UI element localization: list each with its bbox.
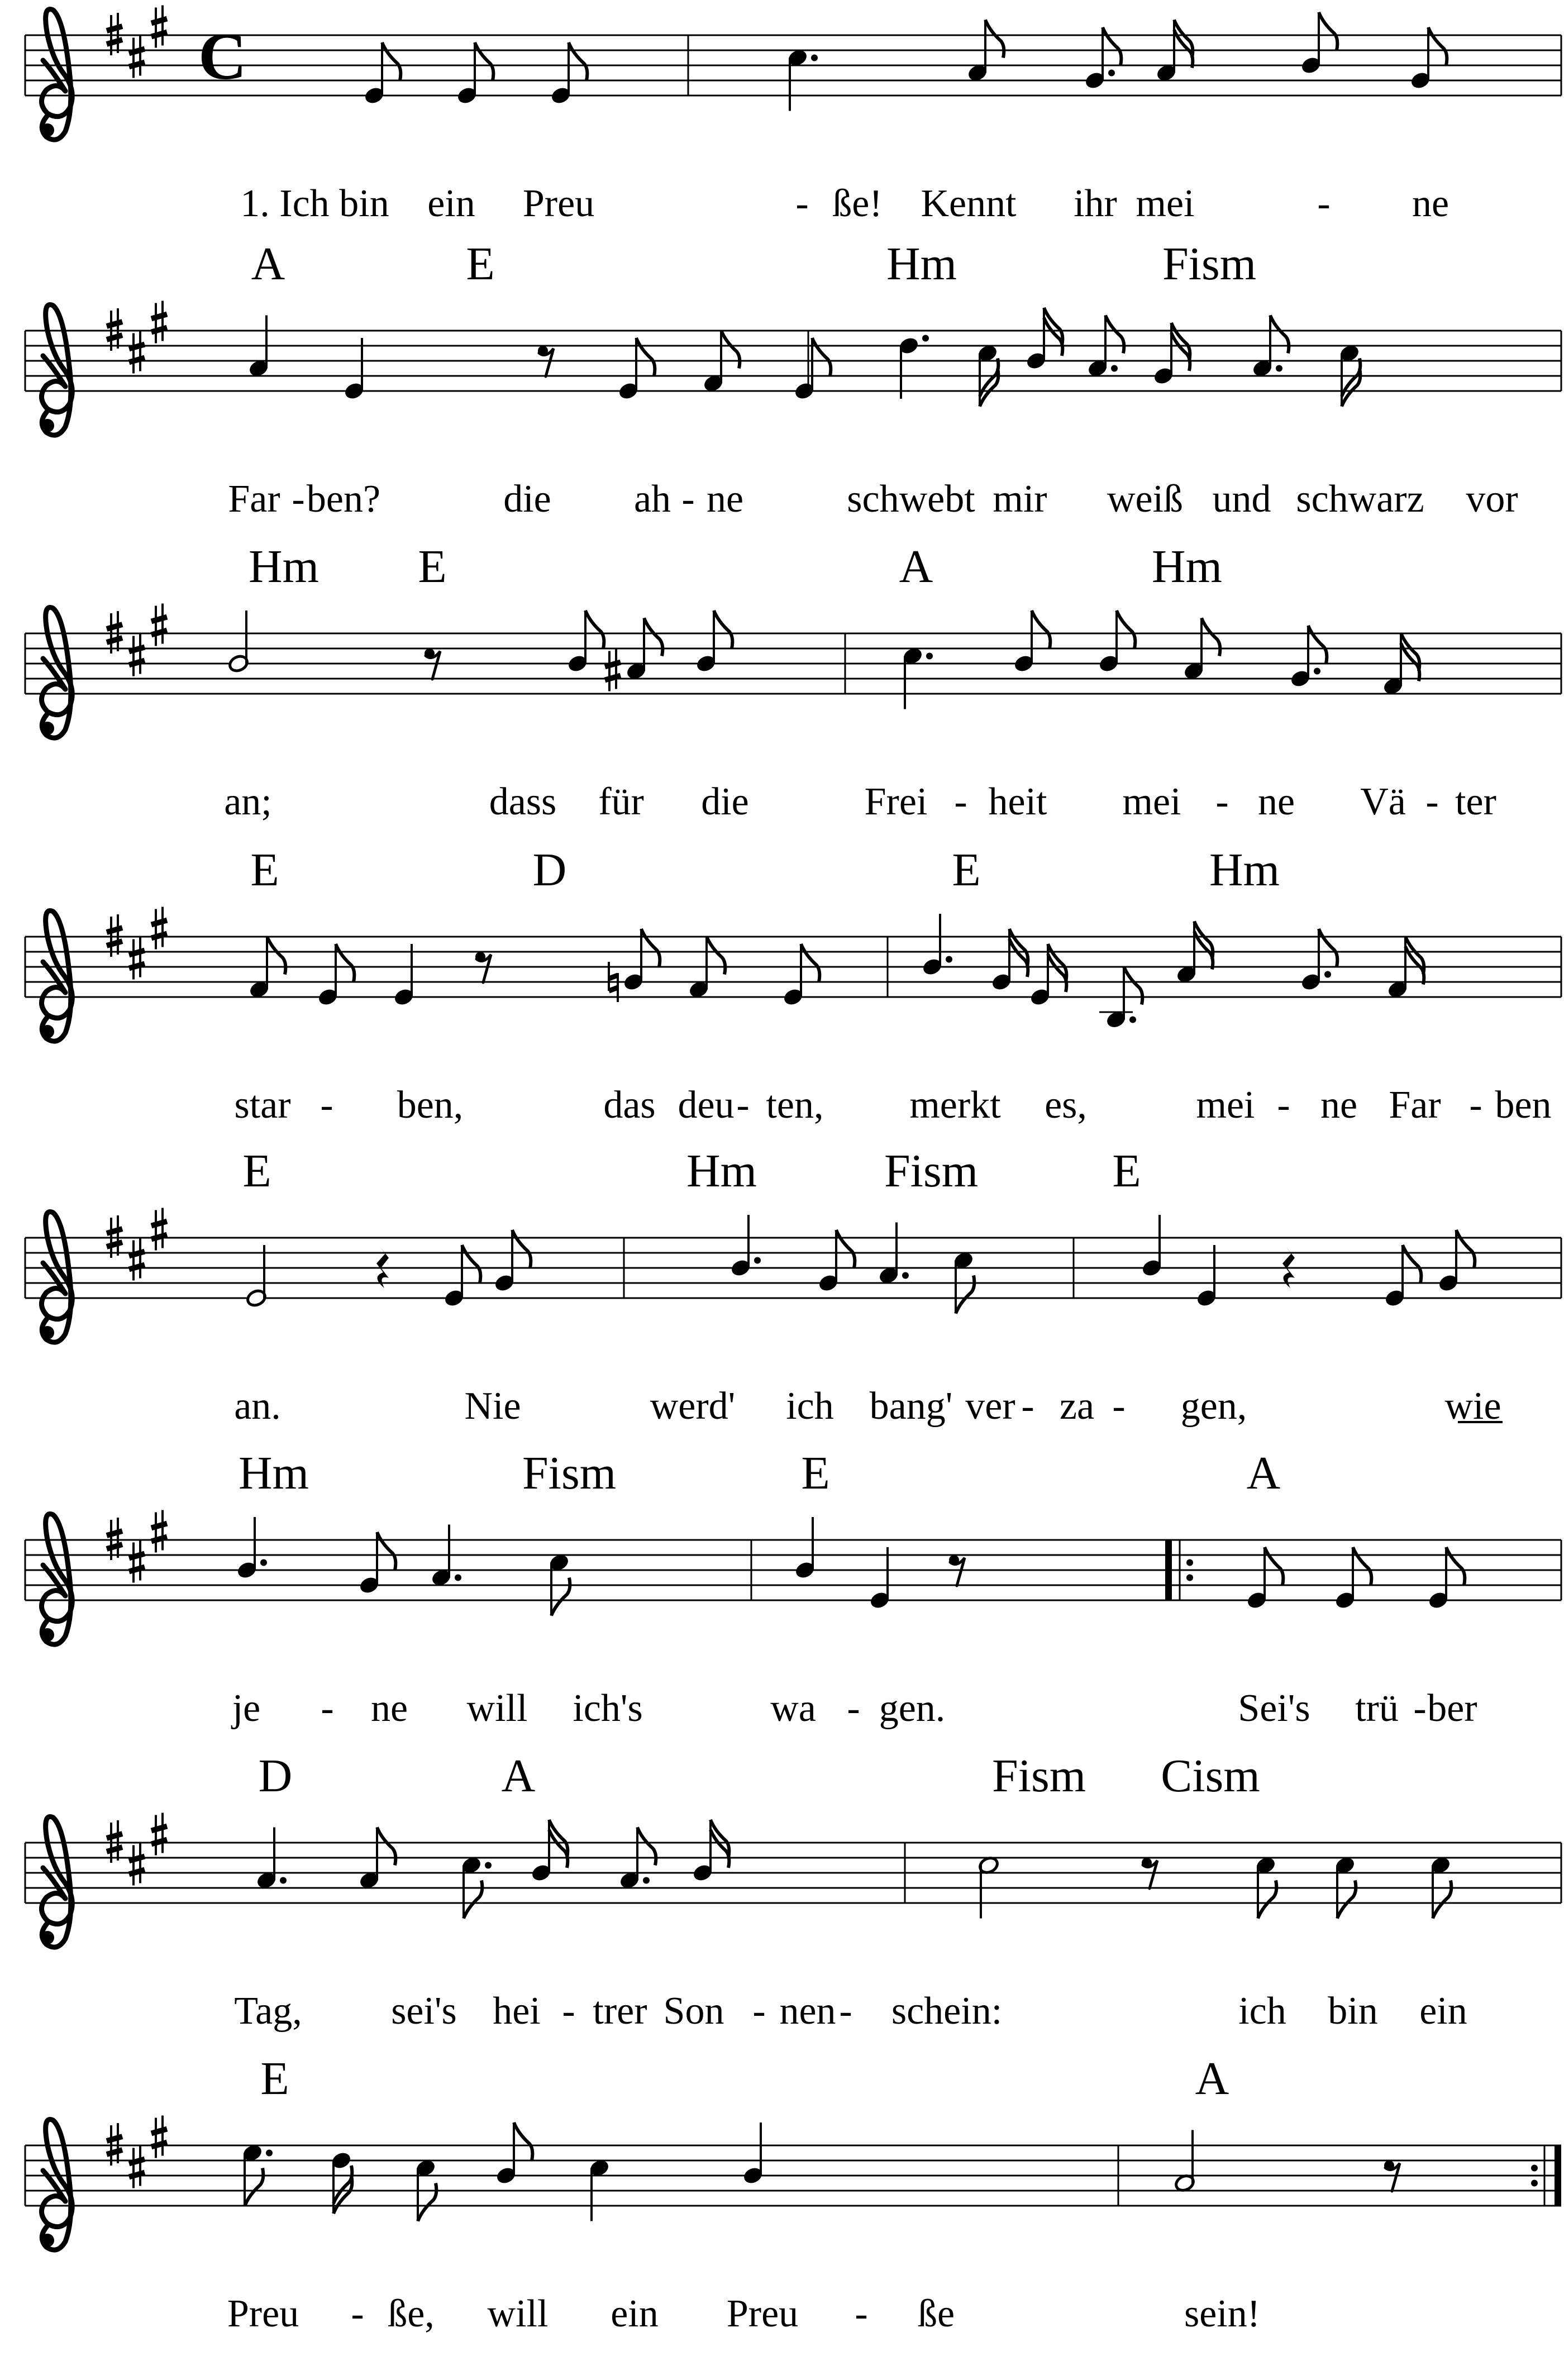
- lyric-syllable: ein: [427, 182, 475, 225]
- note-flag: [1319, 929, 1337, 967]
- key-sharp-icon: [151, 604, 167, 646]
- lyric-syllable: nen: [779, 1990, 836, 2033]
- lyric-hyphen: -: [795, 182, 809, 225]
- note-flag: [1308, 626, 1327, 664]
- lyric-syllable: mei: [1122, 780, 1181, 823]
- chord-symbol: Fism: [1162, 238, 1257, 290]
- lyric-hyphen: -: [292, 478, 305, 521]
- staff-system: [25, 238, 1561, 521]
- lyric-syllable: ne: [1412, 182, 1449, 225]
- treble-clef-icon: [41, 9, 72, 140]
- lyric-hyphen: -: [1277, 1084, 1290, 1127]
- chord-symbol: A: [899, 541, 933, 593]
- augmentation-dot: [811, 55, 818, 61]
- lyric-syllable: Preu: [522, 182, 595, 225]
- note-flag: [418, 2183, 436, 2221]
- lyric-syllable: werd': [650, 1385, 736, 1428]
- lyric-syllable: an;: [224, 780, 272, 823]
- lyric-syllable: trü: [1355, 1687, 1399, 1730]
- key-sharp-icon: [107, 1820, 122, 1863]
- lyric-syllable: will: [466, 1687, 528, 1730]
- chord-symbol: E: [418, 541, 447, 593]
- lyric-syllable: ein: [1419, 1990, 1467, 2033]
- lyric-hyphen: -: [562, 1990, 575, 2033]
- treble-clef-icon: [41, 2119, 72, 2250]
- repeat-end-thick-bar: [1555, 2145, 1561, 2206]
- augmentation-dot: [946, 956, 952, 963]
- lyric-syllable: bin: [339, 182, 389, 225]
- staff-system: [25, 1750, 1561, 2033]
- staff-system: [25, 844, 1561, 1127]
- lyric-hyphen: -: [847, 1687, 860, 1730]
- augmentation-dot: [1111, 365, 1118, 372]
- chord-symbol: Hm: [1209, 844, 1280, 896]
- lyric-syllable: Preu: [726, 2292, 799, 2335]
- note-flag: [1456, 1230, 1475, 1268]
- note-flag: [1117, 610, 1135, 648]
- lyric-hyphen: -: [839, 1990, 852, 2033]
- note-flag: [377, 1828, 395, 1866]
- augmentation-dot: [485, 1862, 492, 1869]
- lyric-hyphen: -: [1215, 780, 1229, 823]
- time-signature: C: [198, 19, 247, 93]
- lyric-syllable: das: [603, 1084, 656, 1127]
- chord-symbol: E: [250, 844, 279, 896]
- repeat-dot: [1531, 2165, 1538, 2172]
- augmentation-dot: [260, 1559, 267, 1566]
- chord-symbol: Fism: [884, 1145, 979, 1197]
- lyric-syllable: schwarz: [1296, 478, 1424, 521]
- augmentation-dot: [1129, 1017, 1136, 1023]
- note-flag: [245, 2168, 263, 2206]
- lyric-syllable: ber: [1427, 1687, 1477, 1730]
- lyric-syllable: mir: [993, 478, 1047, 521]
- key-sharp-icon: [107, 13, 122, 55]
- lyric-syllable: Kennt: [921, 182, 1017, 225]
- note-flag: [585, 610, 604, 648]
- note-flag: [641, 929, 660, 967]
- chord-symbol: E: [242, 1145, 271, 1197]
- lyric-syllable: ich: [786, 1385, 834, 1428]
- augmentation-dot: [754, 1257, 761, 1264]
- lyric-hyphen: -: [1317, 182, 1331, 225]
- key-sharp-icon: [107, 2123, 122, 2166]
- lyric-hyphen: -: [351, 2292, 364, 2335]
- augmentation-dot: [922, 335, 929, 342]
- key-sharp-icon: [151, 2116, 167, 2158]
- chord-symbol: Hm: [1152, 541, 1222, 593]
- augmentation-dot: [280, 1877, 287, 1884]
- lyric-syllable: merkt: [909, 1084, 1001, 1127]
- chord-symbol: E: [952, 844, 981, 896]
- lyric-hyphen: -: [681, 478, 695, 521]
- lyric-hyphen: -: [1112, 1385, 1126, 1428]
- chord-symbol: A: [501, 1750, 536, 1802]
- key-sharp-icon: [129, 1238, 145, 1281]
- note-flag: [1353, 1547, 1371, 1585]
- lyric-syllable: dass: [489, 780, 557, 823]
- lyric-syllable: ter: [1455, 780, 1496, 823]
- note-flag: [721, 331, 740, 369]
- lyric-syllable: ein: [611, 2292, 659, 2335]
- note-flag: [1124, 967, 1142, 1005]
- chord-symbol: A: [1246, 1447, 1281, 1499]
- chord-symbol: Fism: [991, 1750, 1086, 1802]
- key-sharp-icon: [151, 1813, 167, 1856]
- chord-symbol: E: [260, 2053, 289, 2105]
- lyric-hyphen: -: [320, 1084, 333, 1127]
- lyric-syllable: Frei: [864, 780, 928, 823]
- repeat-dot: [1186, 1575, 1193, 1581]
- treble-clef-icon: [41, 304, 72, 435]
- lyric-syllable: gen.: [879, 1687, 946, 1730]
- augmentation-dot: [1314, 668, 1320, 675]
- lyric-syllable: deu: [678, 1084, 735, 1127]
- lyric-syllable: 1. Ich: [240, 182, 330, 225]
- note-flag: [637, 1828, 656, 1866]
- lyric-syllable: ße: [917, 2292, 955, 2335]
- treble-clef-icon: [41, 1816, 72, 1947]
- lyric-syllable: ne: [706, 478, 744, 521]
- lyric-syllable: wa: [770, 1687, 816, 1730]
- note-flag: [1201, 618, 1220, 656]
- key-sharp-icon: [129, 1540, 145, 1583]
- note-flag: [1270, 316, 1289, 354]
- note-flag: [377, 1532, 395, 1570]
- key-sharp-icon: [129, 634, 145, 676]
- lyric-syllable: ver: [965, 1385, 1015, 1428]
- lyric-hyphen: -: [1425, 780, 1439, 823]
- note-flag: [1319, 12, 1337, 50]
- augmentation-dot: [902, 1272, 909, 1279]
- note-flag: [1032, 610, 1050, 648]
- note-flag: [475, 42, 493, 80]
- lyric-syllable: sein!: [1184, 2292, 1261, 2335]
- lyric-hyphen: -: [954, 780, 967, 823]
- lyric-syllable: bang': [869, 1385, 953, 1428]
- lyric-syllable: ne: [370, 1687, 408, 1730]
- note-flag: [1403, 1245, 1421, 1283]
- lyric-syllable: ben,: [397, 1084, 464, 1127]
- sharp-accidental-icon: [605, 649, 621, 691]
- chord-symbol: D: [532, 844, 567, 896]
- lyric-syllable: ihr: [1074, 182, 1117, 225]
- lyric-syllable: mei: [1196, 1084, 1255, 1127]
- lyric-syllable: Preu: [227, 2292, 299, 2335]
- treble-clef-icon: [41, 1514, 72, 1644]
- lyric-syllable: bin: [1328, 1990, 1378, 2033]
- key-sharp-icon: [151, 1208, 167, 1251]
- note-flag: [1337, 1881, 1356, 1919]
- note-flag: [1433, 1881, 1451, 1919]
- note-flag: [1258, 1881, 1276, 1919]
- lyric-syllable: heit: [988, 780, 1047, 823]
- chord-symbol: Hm: [886, 238, 957, 290]
- lyric-hyphen: -: [1413, 1687, 1427, 1730]
- note-flag: [1428, 27, 1447, 65]
- lyric-hyphen: -: [1469, 1084, 1482, 1127]
- lyric-syllable: Far: [1389, 1084, 1441, 1127]
- lyric-syllable: für: [598, 780, 644, 823]
- key-sharp-icon: [129, 36, 145, 78]
- note-flag: [382, 42, 400, 80]
- augmentation-dot: [643, 1877, 650, 1884]
- lyric-syllable: will: [487, 2292, 549, 2335]
- lyric-syllable: je: [232, 1687, 261, 1730]
- note-flag: [1265, 1547, 1283, 1585]
- note-flag: [336, 944, 354, 982]
- key-sharp-icon: [107, 1518, 122, 1560]
- key-sharp-icon: [107, 308, 122, 351]
- treble-clef-icon: [41, 607, 72, 738]
- lyric-syllable: mei: [1136, 182, 1195, 225]
- key-sharp-icon: [129, 937, 145, 980]
- lyric-syllable: ben: [1495, 1084, 1552, 1127]
- lyric-hyphen: -: [1021, 1385, 1034, 1428]
- repeat-start-thick-bar: [1165, 1540, 1172, 1600]
- note-flag: [1103, 27, 1121, 65]
- lyric-syllable: gen,: [1180, 1385, 1247, 1428]
- lyric-syllable: an.: [234, 1385, 281, 1428]
- key-sharp-icon: [107, 611, 122, 654]
- note-flag: [801, 944, 819, 982]
- augmentation-dot: [1108, 70, 1115, 77]
- lyric-syllable: Son: [663, 1990, 724, 2033]
- lyric-syllable: star: [234, 1084, 291, 1127]
- key-sharp-icon: [151, 907, 167, 950]
- note-flag: [464, 1881, 482, 1919]
- lyric-syllable: die: [503, 478, 551, 521]
- repeat-dot: [1186, 1559, 1193, 1566]
- staff-system: [25, 1447, 1561, 1730]
- note-flag: [514, 2123, 532, 2160]
- key-sharp-icon: [107, 914, 122, 957]
- chord-symbol: D: [258, 1750, 293, 1802]
- treble-clef-icon: [41, 1212, 72, 1342]
- chord-symbol: Fism: [522, 1447, 617, 1499]
- chord-symbol: Cism: [1161, 1750, 1260, 1802]
- lyric-syllable: weiß: [1107, 478, 1184, 521]
- augmentation-dot: [1276, 365, 1282, 372]
- lyric-syllable: ße,: [388, 2292, 435, 2335]
- chord-symbol: A: [251, 238, 285, 290]
- lyric-syllable: Nie: [464, 1385, 521, 1428]
- note-flag: [512, 1230, 531, 1268]
- key-sharp-icon: [129, 2146, 145, 2188]
- lyric-syllable: trer: [593, 1990, 647, 2033]
- key-sharp-icon: [151, 301, 167, 344]
- note-flag: [644, 618, 662, 656]
- lyric-syllable: Far: [228, 478, 280, 521]
- lyric-syllable: Vä: [1360, 780, 1406, 823]
- lyric-syllable: ne: [1320, 1084, 1358, 1127]
- note-flag: [636, 338, 655, 376]
- lyric-syllable: ße!: [832, 182, 883, 225]
- note-flag: [956, 1276, 974, 1314]
- chord-symbol: Hm: [249, 541, 319, 593]
- lyric-hyphen: -: [736, 1084, 750, 1127]
- lyric-hyphen: -: [855, 2292, 868, 2335]
- note-flag: [812, 338, 831, 376]
- lyric-hyphen: -: [752, 1990, 766, 2033]
- chord-symbol: Hm: [686, 1145, 757, 1197]
- lyric-syllable: sei's: [391, 1990, 457, 2033]
- lyric-syllable: ah: [633, 478, 671, 521]
- chord-symbol: E: [801, 1447, 830, 1499]
- augmentation-dot: [1324, 971, 1331, 978]
- lyric-syllable: hei: [493, 1990, 541, 2033]
- lyric-syllable: wie: [1444, 1385, 1501, 1428]
- lyric-syllable: ich: [1238, 1990, 1286, 2033]
- lyric-syllable: und: [1212, 478, 1271, 521]
- note-flag: [836, 1230, 855, 1268]
- lyric-syllable: schein:: [891, 1990, 1003, 2033]
- note-flag: [985, 20, 1004, 58]
- lyric-syllable: Tag,: [234, 1990, 302, 2033]
- note-flag: [1105, 316, 1124, 354]
- lyric-syllable: ne: [1257, 780, 1295, 823]
- lyric-syllable: es,: [1045, 1084, 1087, 1127]
- key-sharp-icon: [129, 1843, 145, 1886]
- lyric-syllable: ich's: [573, 1687, 643, 1730]
- key-sharp-icon: [151, 6, 167, 48]
- chord-symbol: E: [1112, 1145, 1141, 1197]
- staff-system: [25, 1145, 1561, 1428]
- repeat-dot: [1531, 2180, 1538, 2187]
- note-flag: [707, 937, 725, 975]
- lyric-syllable: Sei's: [1238, 1687, 1310, 1730]
- chord-symbol: A: [1195, 2053, 1229, 2105]
- note-flag: [714, 610, 732, 648]
- chord-symbol: Hm: [239, 1447, 309, 1499]
- treble-clef-icon: [41, 910, 72, 1041]
- note-flag: [1446, 1547, 1465, 1585]
- augmentation-dot: [455, 1575, 461, 1581]
- key-sharp-icon: [107, 1215, 122, 1258]
- lyric-syllable: die: [701, 780, 749, 823]
- key-sharp-icon: [151, 1510, 167, 1553]
- lyric-syllable: schwebt: [847, 478, 975, 521]
- augmentation-dot: [926, 653, 933, 660]
- augmentation-dot: [266, 2150, 273, 2157]
- staff-system: [25, 541, 1561, 823]
- staff-system: [25, 0, 1561, 225]
- key-sharp-icon: [129, 331, 145, 374]
- lyric-syllable: ten,: [766, 1084, 824, 1127]
- chord-symbol: E: [466, 238, 495, 290]
- lyric-syllable: ben?: [306, 478, 381, 521]
- note-flag: [569, 42, 587, 80]
- lyric-syllable: za: [1059, 1385, 1095, 1428]
- lyric-hyphen: -: [321, 1687, 334, 1730]
- note-flag: [551, 1578, 570, 1616]
- lyric-syllable: vor: [1466, 478, 1518, 521]
- note-flag: [267, 937, 285, 975]
- note-flag: [462, 1245, 480, 1283]
- staff-system: [25, 2053, 1561, 2335]
